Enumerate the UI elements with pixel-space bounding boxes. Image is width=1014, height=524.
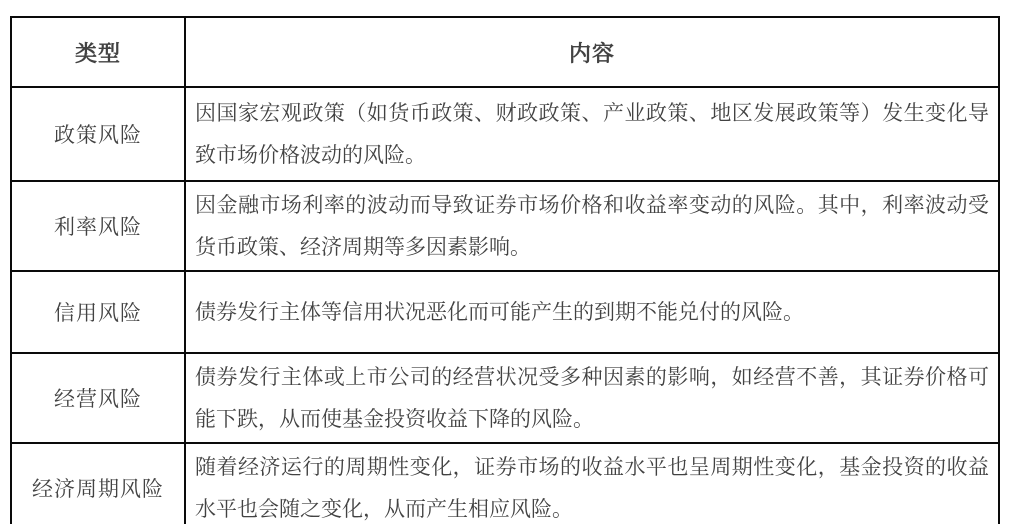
type-cell: 利率风险 (11, 181, 185, 271)
table-row (11, 271, 999, 353)
table-header-row (11, 17, 999, 87)
type-cell: 经营风险 (11, 353, 185, 443)
table-row (11, 87, 999, 181)
column-header-type: 类型 (11, 17, 185, 87)
type-cell: 经济周期风险 (11, 443, 185, 524)
content-cell: 因国家宏观政策（如货币政策、财政政策、产业政策、地区发展政策等）发生变化导致市场价格波动的风险。 (185, 87, 999, 181)
content-cell: 因金融市场利率的波动而导致证券市场价格和收益率变动的风险。其中，利率波动受货币政策、经济周期等多因素影响。 (185, 181, 999, 271)
type-cell: 政策风险 (11, 87, 185, 181)
risk-type-table (10, 16, 1000, 524)
table-row (11, 443, 999, 524)
content-cell: 随着经济运行的周期性变化，证券市场的收益水平也呈周期性变化，基金投资的收益水平也会随之变化，从而产生相应风险。 (185, 443, 999, 524)
type-cell: 信用风险 (11, 271, 185, 353)
table-row (11, 181, 999, 271)
content-cell: 债券发行主体或上市公司的经营状况受多种因素的影响，如经营不善，其证券价格可能下跌，从而使基金投资收益下降的风险。 (185, 353, 999, 443)
column-header-content: 内容 (185, 17, 999, 87)
table-row (11, 353, 999, 443)
content-cell: 债券发行主体等信用状况恶化而可能产生的到期不能兑付的风险。 (185, 271, 999, 353)
